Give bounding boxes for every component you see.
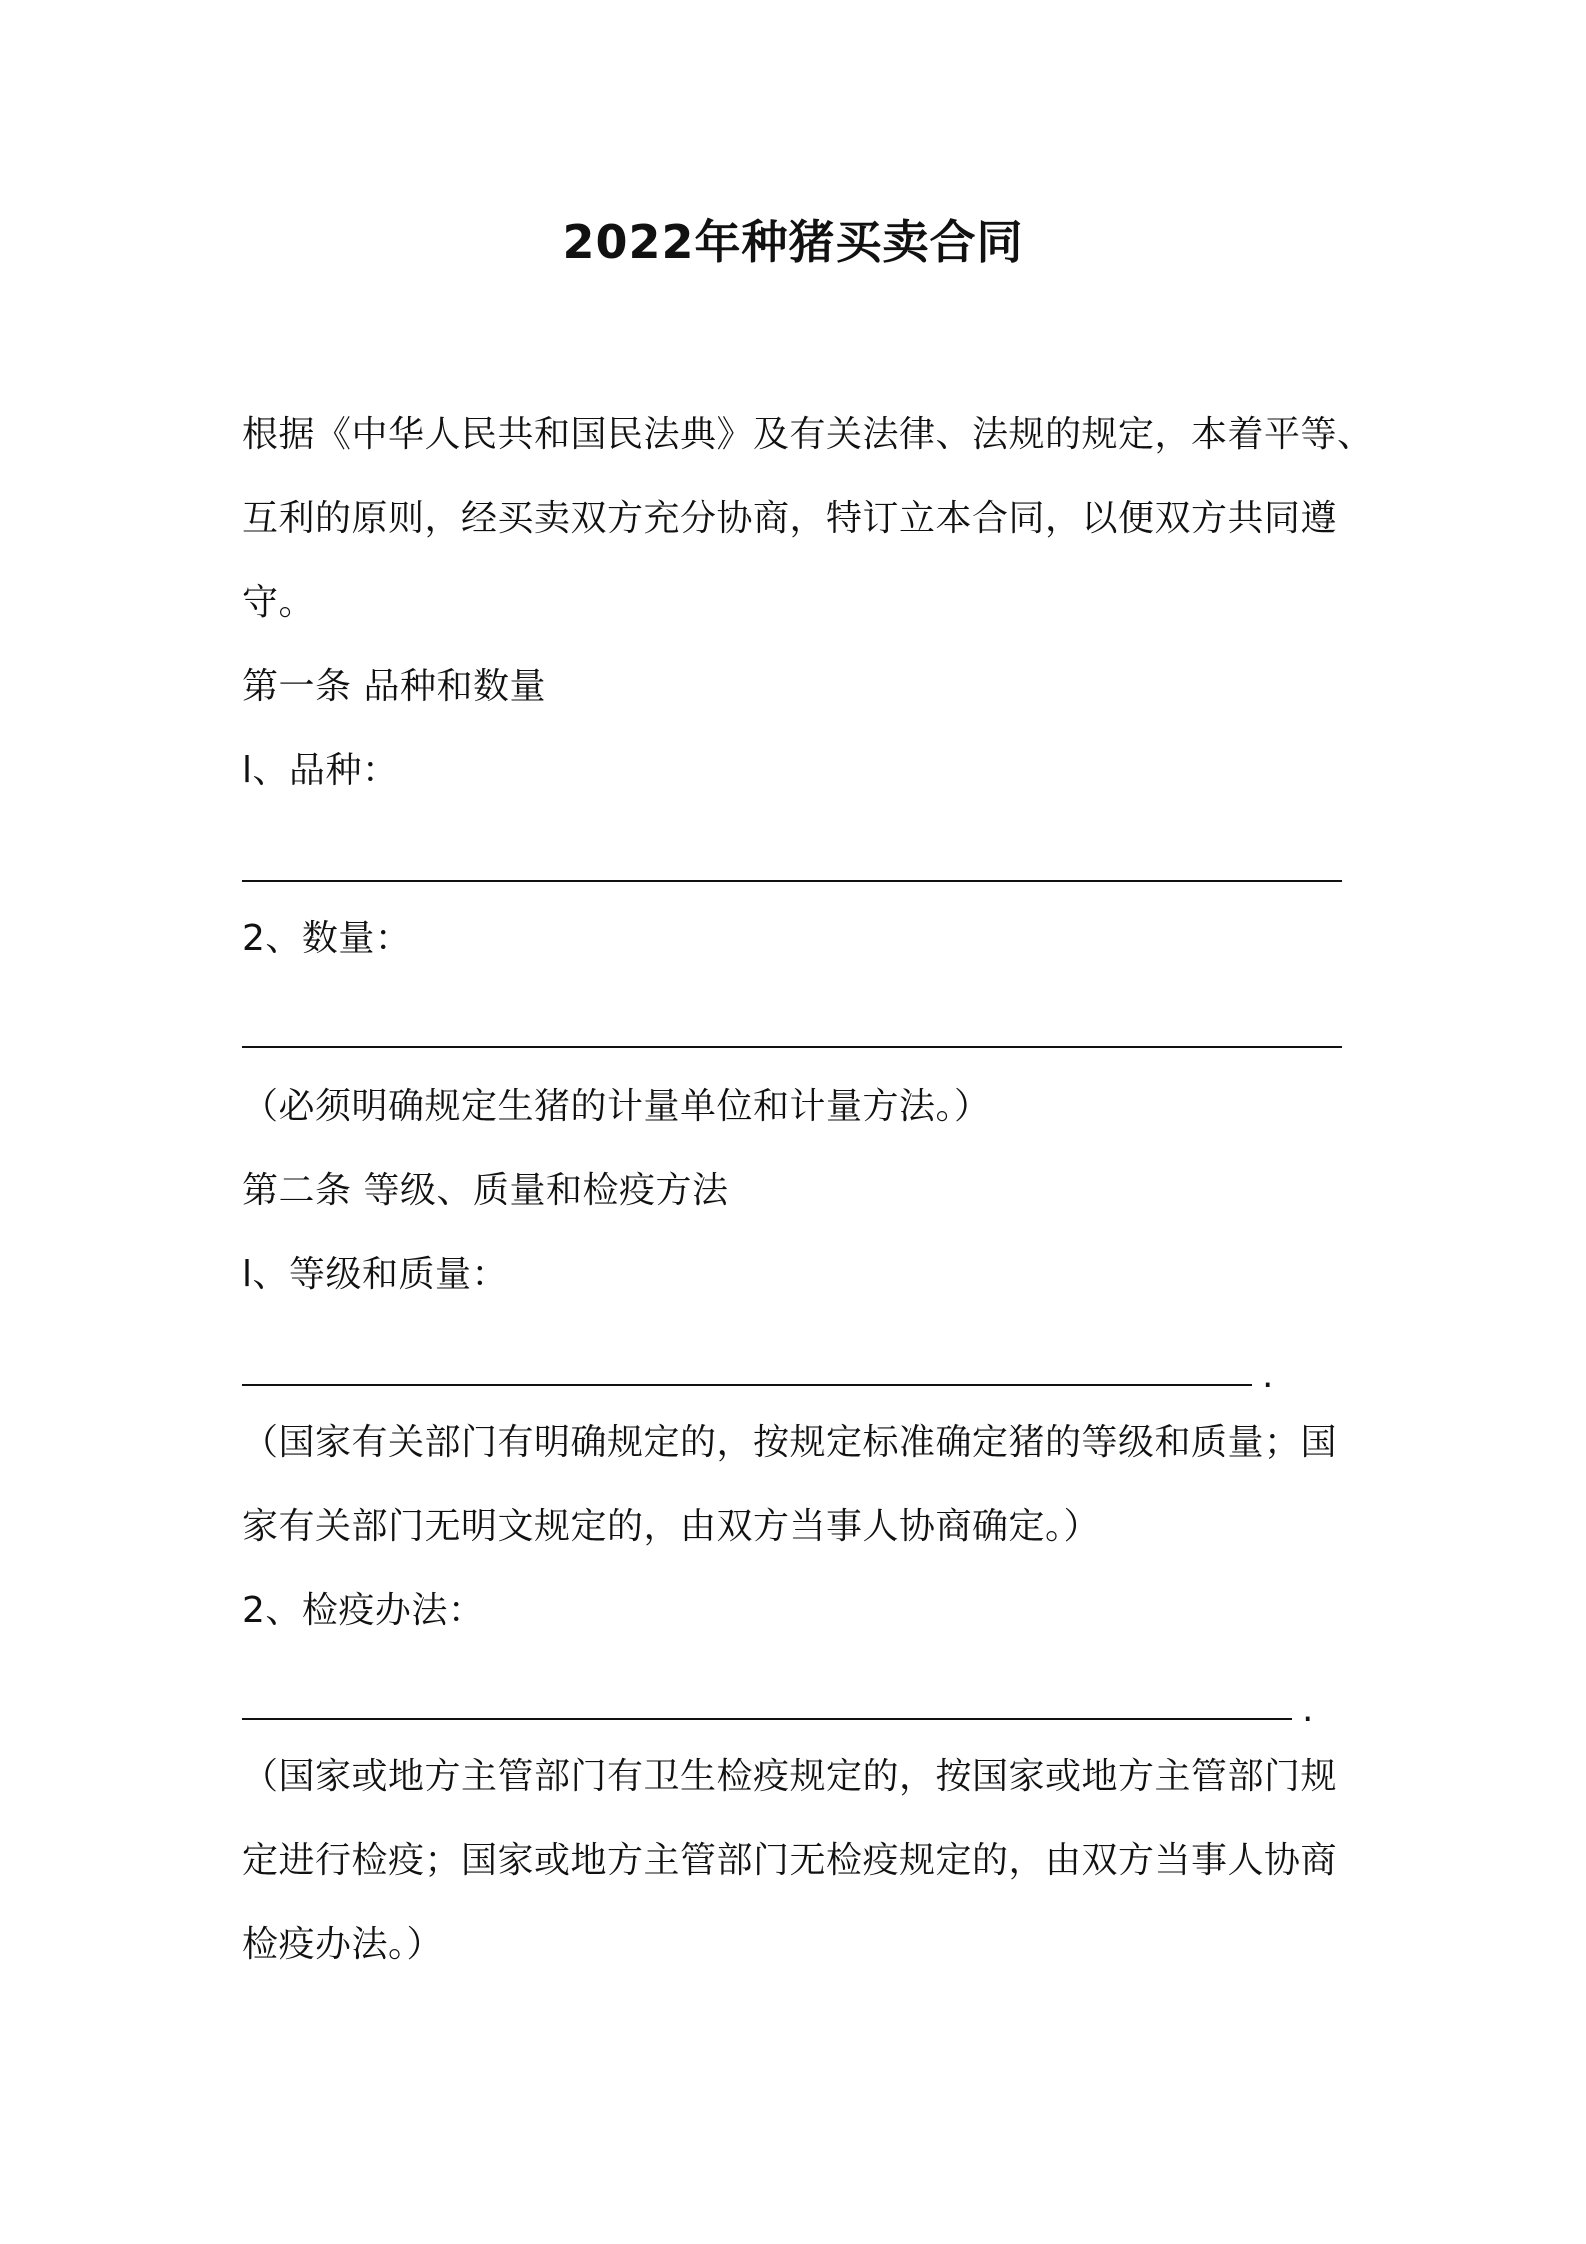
article-2-item-1-note-line-2: 家有关部门无明文规定的，由双方当事人协商确定。） bbox=[242, 1506, 1101, 1547]
article-2-item-1-note-line-1: （国家有关部门有明确规定的，按规定标准确定猪的等级和质量；国 bbox=[242, 1422, 1338, 1463]
preamble-line-1: 根据《中华人民共和国民法典》及有关法律、法规的规定，本着平等、 bbox=[242, 414, 1374, 455]
article-1-item-1-label: l、品种： bbox=[242, 750, 399, 791]
document-title: 2022年种猪买卖合同 bbox=[562, 215, 1024, 269]
variety-blank-line bbox=[242, 880, 1342, 882]
article-2-item-2-note-line-3: 检疫办法。） bbox=[242, 1924, 444, 1965]
article-1-note: （必须明确规定生猪的计量单位和计量方法。） bbox=[242, 1086, 991, 1127]
quarantine-blank-line bbox=[242, 1718, 1292, 1720]
grade-quality-blank-line bbox=[242, 1384, 1252, 1386]
article-1-item-2-label: 2、数量： bbox=[242, 918, 412, 959]
article-1-heading: 第一条 品种和数量 bbox=[242, 666, 546, 707]
article-2-item-1-label: l、等级和质量： bbox=[242, 1254, 509, 1295]
article-2-heading: 第二条 等级、质量和检疫方法 bbox=[242, 1170, 729, 1211]
article-2-item-2-label: 2、检疫办法： bbox=[242, 1590, 485, 1631]
quarantine-line-end: . bbox=[1302, 1689, 1314, 1730]
grade-quality-line-end: . bbox=[1262, 1355, 1274, 1396]
preamble-line-3: 守。 bbox=[242, 582, 316, 623]
article-2-item-2-note-line-1: （国家或地方主管部门有卫生检疫规定的，按国家或地方主管部门规 bbox=[242, 1756, 1338, 1797]
article-2-item-2-note-line-2: 定进行检疫；国家或地方主管部门无检疫规定的，由双方当事人协商 bbox=[242, 1840, 1338, 1881]
quantity-blank-line bbox=[242, 1046, 1342, 1048]
preamble-line-2: 互利的原则，经买卖双方充分协商，特订立本合同，以便双方共同遵 bbox=[242, 498, 1338, 539]
